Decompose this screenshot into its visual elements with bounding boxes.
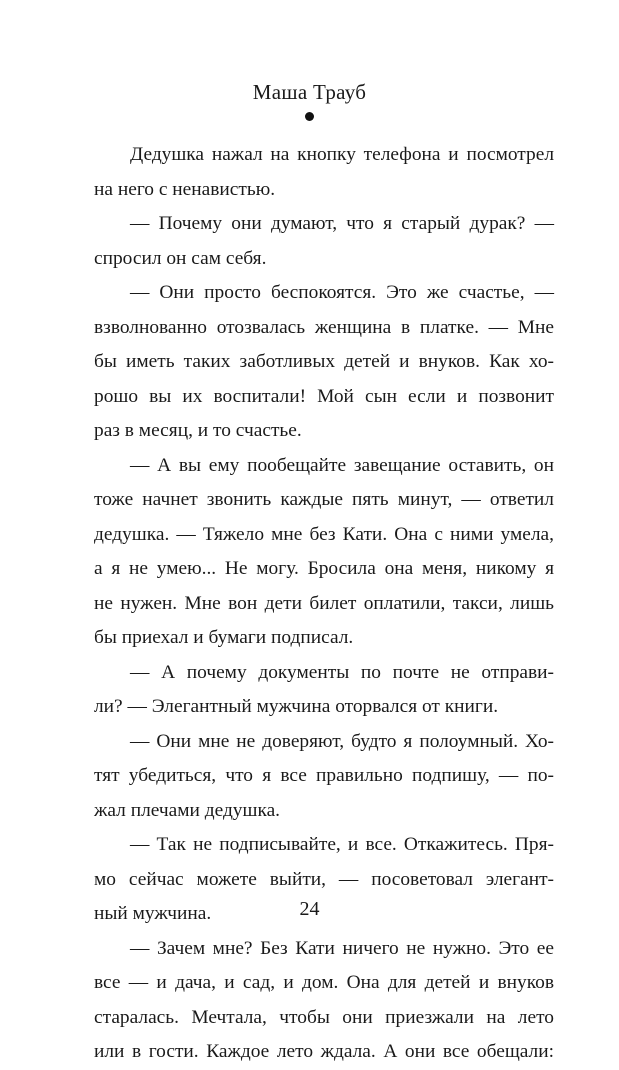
- text-line: жал плечами дедушка.: [94, 799, 281, 821]
- running-header: Маша Трауб: [252, 80, 367, 104]
- text-line: — Они просто беспокоятся. Это же счастье, —: [130, 282, 554, 303]
- text-line: — Зачем мне? Без Кати ничего не нужно. Это ее: [130, 937, 554, 959]
- text-line: раз в месяц, и то счастье.: [94, 420, 302, 441]
- text-line: ный мужчина.: [94, 903, 212, 924]
- body-text: [94, 138, 554, 1070]
- text-line: на него с ненавистью.: [94, 178, 276, 200]
- text-line: тоже начнет звонить каждые пять минут, — ответил: [94, 489, 554, 510]
- text-line: спросил он сам себя.: [94, 247, 267, 269]
- text-line: — Так не подписывайте, и все. Откажитесь. Пря-: [130, 834, 554, 855]
- text-line: старалась. Мечтала, чтобы они приезжали на лето: [94, 1006, 554, 1028]
- text-line: дедушка. — Тяжело мне без Кати. Она с ними умела,: [94, 523, 554, 545]
- header-ornament-dot: [305, 112, 314, 121]
- text-line: Дедушка нажал на кнопку телефона и посмотрел: [130, 144, 554, 165]
- text-line: а я не умею... Не могу. Бросила она меня, никому я: [94, 558, 554, 579]
- page-number: 24: [299, 898, 320, 920]
- text-line: ли? — Элегантный мужчина оторвался от книги.: [94, 696, 499, 717]
- text-line: рошо вы их воспитали! Мой сын если и позвонит: [94, 385, 554, 407]
- text-line: — Они мне не доверяют, будто я полоумный. Хо-: [130, 730, 554, 752]
- text-line: не нужен. Мне вон дети билет оплатили, такси, лишь: [94, 592, 554, 614]
- text-line: — Почему они думают, что я старый дурак? —: [130, 213, 554, 234]
- text-line: взволнованно отозвалась женщина в платке. — Мне: [94, 316, 554, 338]
- text-line: бы иметь таких заботливых детей и внуков. Как хо-: [94, 351, 554, 372]
- text-line: или в гости. Каждое лето ждала. А они все обещали:: [94, 1041, 554, 1062]
- text-line: — А вы ему пообещайте завещание оставить, он: [130, 454, 554, 476]
- text-line: все — и дача, и сад, и дом. Она для детей и внуков: [94, 972, 554, 993]
- text-line: — А почему документы по почте не отправи-: [130, 661, 554, 683]
- text-line: мо сейчас можете выйти, — посоветовал элегант-: [94, 868, 554, 890]
- text-line: бы приехал и бумаги подписал.: [94, 627, 354, 648]
- text-line: тят убедиться, что я все правильно подпишу, — по-: [94, 765, 554, 786]
